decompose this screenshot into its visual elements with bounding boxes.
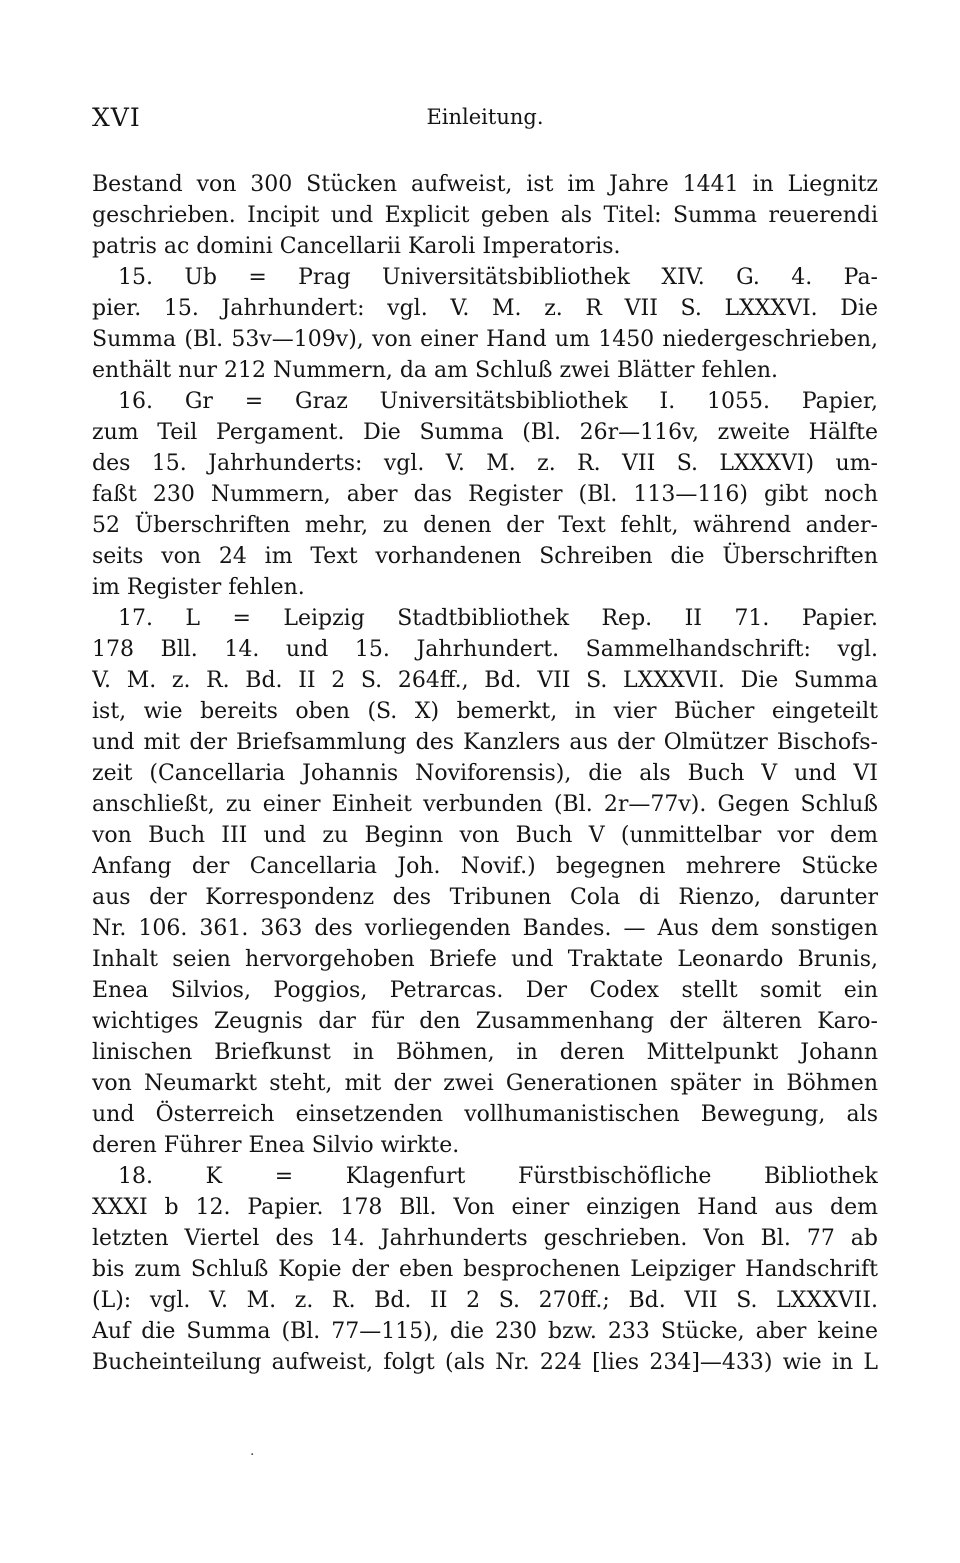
text-line: enthält nur 212 Nummern, da am Schluß zwei Blätter fehlen. bbox=[92, 358, 779, 383]
text-line: aus der Korrespondenz des Tribunen Cola di Rienzo, darunter bbox=[92, 885, 878, 910]
text-line: anschließt, zu einer Einheit verbunden (Bl. 2r—77v). Gegen Schluß bbox=[92, 792, 878, 817]
page-number: XVI bbox=[92, 103, 141, 132]
text-line: XXXI b 12. Papier. 178 Bll. Von einer einzigen Hand aus dem bbox=[92, 1195, 878, 1220]
text-line: patris ac domini Cancellarii Karoli Imperatoris. bbox=[92, 234, 621, 259]
text-line: wichtiges Zeugnis dar für den Zusammenhang der älteren Karo- bbox=[92, 1009, 878, 1034]
text-line: Nr. 106. 361. 363 des vorliegenden Bandes. — Aus dem sonstigen bbox=[92, 916, 878, 941]
text-line: im Register fehlen. bbox=[92, 575, 305, 600]
text-line: Anfang der Cancellaria Joh. Novif.) begegnen mehrere Stücke bbox=[92, 854, 878, 879]
text-line: des 15. Jahrhunderts: vgl. V. M. z. R. VII S. LXXXVI) um- bbox=[92, 451, 878, 476]
text-line: (L): vgl. V. M. z. R. Bd. II 2 S. 270ff.; Bd. VII S. LXXXVII. bbox=[92, 1288, 878, 1313]
text-line: von Buch III und zu Beginn von Buch V (unmittelbar vor dem bbox=[92, 823, 878, 848]
text-line: 15. Ub = Prag Universitätsbibliothek XIV. G. 4. Pa- bbox=[118, 265, 878, 290]
text-line: 178 Bll. 14. und 15. Jahrhundert. Sammelhandschrift: vgl. bbox=[92, 637, 878, 662]
text-line: Bucheinteilung aufweist, folgt (als Nr. 224 [lies 234]—433) wie in L bbox=[92, 1350, 878, 1375]
text-line: Bestand von 300 Stücken aufweist, ist im Jahre 1441 in Liegnitz bbox=[92, 172, 878, 197]
text-line: bis zum Schluß Kopie der eben besprochenen Leipziger Handschrift bbox=[92, 1257, 878, 1282]
running-title: Einleitung. bbox=[426, 105, 544, 129]
text-line: pier. 15. Jahrhundert: vgl. V. M. z. R VII S. LXXXVI. Die bbox=[92, 296, 878, 321]
text-line: zum Teil Pergament. Die Summa (Bl. 26r—116v, zweite Hälfte bbox=[92, 420, 878, 445]
text-line: von Neumarkt steht, mit der zwei Generationen später in Böhmen bbox=[92, 1071, 878, 1096]
text-line: und Österreich einsetzenden vollhumanistischen Bewegung, als bbox=[92, 1102, 878, 1127]
text-line: 18. K = Klagenfurt Fürstbischöfliche Bibliothek bbox=[118, 1164, 878, 1189]
text-line: faßt 230 Nummern, aber das Register (Bl. 113—116) gibt noch bbox=[92, 482, 878, 507]
text-line: Summa (Bl. 53v—109v), von einer Hand um 1450 niedergeschrieben, bbox=[92, 327, 878, 352]
ink-speck: · bbox=[250, 1447, 255, 1463]
text-line: 17. L = Leipzig Stadtbibliothek Rep. II 71. Papier. bbox=[118, 606, 878, 631]
body-text bbox=[92, 169, 878, 1378]
text-line: V. M. z. R. Bd. II 2 S. 264ff., Bd. VII S. LXXXVII. Die Summa bbox=[92, 668, 878, 693]
text-line: deren Führer Enea Silvio wirkte. bbox=[92, 1133, 460, 1158]
text-line: ist, wie bereits oben (S. X) bemerkt, in vier Bücher eingeteilt bbox=[92, 699, 878, 724]
text-line: linischen Briefkunst in Böhmen, in deren Mittelpunkt Johann bbox=[92, 1040, 878, 1065]
text-line: 52 Überschriften mehr, zu denen der Text fehlt, während ander- bbox=[92, 513, 878, 538]
text-line: Enea Silvios, Poggios, Petrarcas. Der Codex stellt somit ein bbox=[92, 978, 878, 1003]
running-head bbox=[92, 103, 878, 143]
page bbox=[92, 103, 878, 1378]
text-line: Auf die Summa (Bl. 77—115), die 230 bzw. 233 Stücke, aber keine bbox=[92, 1319, 878, 1344]
text-line: seits von 24 im Text vorhandenen Schreiben die Überschriften bbox=[92, 544, 878, 569]
text-line: Inhalt seien hervorgehoben Briefe und Traktate Leonardo Brunis, bbox=[92, 947, 878, 972]
text-line: letzten Viertel des 14. Jahrhunderts geschrieben. Von Bl. 77 ab bbox=[92, 1226, 878, 1251]
text-line: 16. Gr = Graz Universitätsbibliothek I. 1055. Papier, bbox=[118, 389, 878, 414]
text-line: geschrieben. Incipit und Explicit geben als Titel: Summa reuerendi bbox=[92, 203, 878, 228]
text-line: und mit der Briefsammlung des Kanzlers aus der Olmützer Bischofs- bbox=[92, 730, 878, 755]
text-line: zeit (Cancellaria Johannis Noviforensis), die als Buch V und VI bbox=[92, 761, 878, 786]
